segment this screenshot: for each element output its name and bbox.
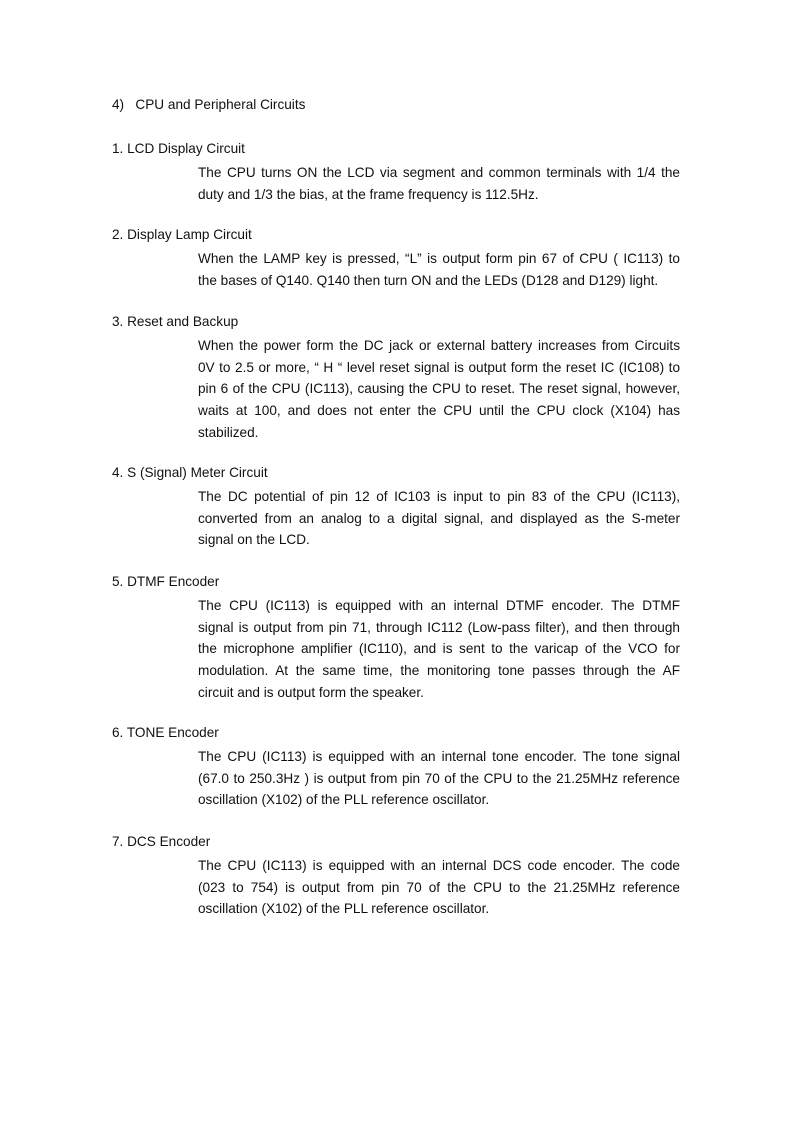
body-line: signal on the LCD.	[198, 532, 310, 548]
section-s-meter-circuit	[112, 464, 692, 551]
section-heading: 1. LCD Display Circuit	[112, 141, 245, 156]
body-line: The CPU (IC113) is equipped with an internal tone encoder. The tone signal	[198, 749, 680, 764]
body-line: signal is output from pin 71, through IC112 (Low-pass filter), and then through	[198, 619, 680, 635]
body-line: waits at 100, and does not enter the CPU until the CPU clock (X104) has	[198, 403, 680, 419]
body-line: the microphone amplifier (IC110), and is sent to the varicap of the VCO for	[198, 641, 680, 657]
section-body	[198, 746, 680, 811]
body-line: stabilized.	[198, 424, 259, 440]
section-heading: 3. Reset and Backup	[112, 314, 239, 329]
body-line: the bases of Q140. Q140 then turn ON and the LEDs (D128 and D129) light.	[198, 272, 659, 288]
section-body	[198, 248, 680, 291]
section-heading: 4. S (Signal) Meter Circuit	[112, 465, 268, 480]
section-heading: 6. TONE Encoder	[112, 725, 219, 740]
section-dcs-encoder	[112, 833, 692, 920]
body-line: The CPU (IC113) is equipped with an internal DCS code encoder. The code	[198, 858, 680, 873]
body-line: pin 6 of the CPU (IC113), causing the CPU to reset. The reset signal, however,	[198, 381, 680, 397]
section-dtmf-encoder	[112, 573, 692, 704]
section-display-lamp-circuit	[112, 226, 692, 291]
section-heading: 2. Display Lamp Circuit	[112, 227, 252, 242]
body-line: duty and 1/3 the bias, at the frame frequency is 112.5Hz.	[198, 186, 539, 202]
body-line: modulation. At the same time, the monitoring tone passes through the AF	[198, 663, 680, 679]
body-line: The DC potential of pin 12 of IC103 is input to pin 83 of the CPU (IC113),	[198, 489, 680, 504]
body-line: (023 to 754) is output from pin 70 of the CPU to the 21.25MHz reference	[198, 879, 680, 895]
section-heading: 7. DCS Encoder	[112, 834, 211, 849]
section-body	[198, 855, 680, 920]
body-line: circuit and is output form the speaker.	[198, 684, 424, 700]
body-line: converted from an analog to a digital signal, and displayed as the S-meter	[198, 510, 680, 526]
body-line: 0V to 2.5 or more, “ H “ level reset signal is output form the reset IC (IC108) to	[198, 359, 680, 375]
section-tone-encoder	[112, 724, 692, 811]
section-body	[198, 595, 680, 704]
body-line: When the power form the DC jack or external battery increases from Circuits	[198, 338, 680, 353]
body-line: oscillation (X102) of the PLL reference oscillator.	[198, 901, 490, 917]
body-line: The CPU turns ON the LCD via segment and common terminals with 1/4 the	[198, 165, 680, 180]
body-line: When the LAMP key is pressed, “L” is output form pin 67 of CPU ( IC113) to	[198, 251, 680, 266]
section-body	[198, 335, 680, 444]
section-lcd-display-circuit	[112, 140, 692, 205]
section-heading: 5. DTMF Encoder	[112, 574, 220, 589]
body-line: oscillation (X102) of the PLL reference oscillator.	[198, 792, 490, 808]
page-title: 4) CPU and Peripheral Circuits	[112, 97, 306, 112]
body-line: (67.0 to 250.3Hz ) is output from pin 70 of the CPU to the 21.25MHz reference	[198, 770, 680, 786]
section-reset-and-backup	[112, 313, 692, 444]
section-body	[198, 486, 680, 551]
section-body	[198, 162, 680, 205]
body-line: The CPU (IC113) is equipped with an internal DTMF encoder. The DTMF	[198, 598, 680, 613]
